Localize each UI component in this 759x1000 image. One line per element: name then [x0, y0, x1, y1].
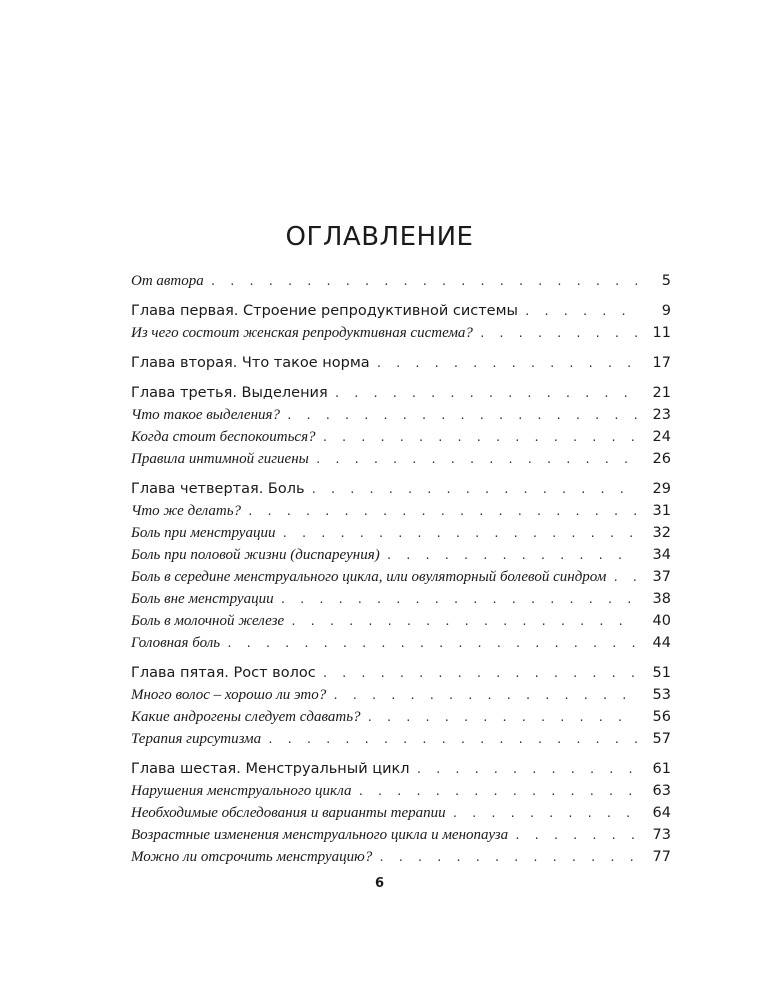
dot-leader: [416, 759, 637, 781]
dot-leader: [290, 611, 637, 633]
dot-leader: [226, 633, 637, 655]
dot-leader: [367, 707, 637, 729]
toc-entry-title: Что такое выделения?: [131, 407, 280, 423]
dot-leader: [386, 545, 637, 567]
toc-section-entry[interactable]: [131, 684, 671, 706]
toc-entry-page: 38: [652, 591, 671, 607]
toc-entry-title: Нарушения менструального цикла: [131, 783, 352, 799]
dot-leader: [311, 479, 637, 501]
toc-entry-title: Много волос – хорошо ли это?: [131, 687, 327, 703]
toc-entry-page: 9: [661, 303, 671, 319]
toc-section-entry[interactable]: [131, 632, 671, 654]
toc-section-entry[interactable]: [131, 824, 671, 846]
toc-section-entry[interactable]: [131, 846, 671, 868]
dot-leader: [267, 729, 637, 751]
toc-entry-page: 57: [652, 731, 671, 747]
toc-section-entry[interactable]: [131, 610, 671, 632]
toc-entry-page: 17: [652, 355, 671, 371]
toc-entry-page: 11: [652, 325, 671, 341]
toc-entry-title: Боль в середине менструального цикла, или овуляторный болевой синдром: [131, 569, 607, 585]
toc-entry-title: Терапия гирсутизма: [131, 731, 262, 747]
dot-leader: [358, 781, 637, 803]
toc-chapter-entry[interactable]: [131, 758, 671, 780]
dot-leader: [479, 323, 637, 345]
toc-entry-page: 31: [652, 503, 671, 519]
toc-entry-page: 34: [652, 547, 671, 563]
toc-entry-page: 63: [652, 783, 671, 799]
toc-entry-title: Возрастные изменения менструального цикла и менопауза: [131, 827, 509, 843]
toc-section-entry[interactable]: [131, 322, 671, 344]
toc-section-entry[interactable]: [131, 426, 671, 448]
toc-entry-page: 26: [652, 451, 671, 467]
group-spacer: [131, 654, 671, 662]
toc-entry-title: Глава четвертая. Боль: [131, 481, 305, 497]
dot-leader: [378, 847, 637, 869]
group-spacer: [131, 470, 671, 478]
table-of-contents: [131, 270, 671, 868]
toc-entry-page: 40: [652, 613, 671, 629]
dot-leader: [514, 825, 637, 847]
toc-section-entry[interactable]: [131, 588, 671, 610]
toc-section-entry[interactable]: [131, 404, 671, 426]
toc-entry-page: 21: [652, 385, 671, 401]
toc-section-entry[interactable]: [131, 448, 671, 470]
toc-entry-title: Боль при половой жизни (диспареуния): [131, 547, 380, 563]
toc-chapter-entry[interactable]: [131, 478, 671, 500]
toc-chapter-entry[interactable]: [131, 352, 671, 374]
toc-section-entry[interactable]: [131, 500, 671, 522]
toc-section-entry[interactable]: [131, 544, 671, 566]
toc-entry-title: Какие андрогены следует сдавать?: [131, 709, 361, 725]
toc-entry-page: 37: [652, 569, 671, 585]
dot-leader: [210, 271, 637, 293]
toc-entry-title: Головная боль: [131, 635, 221, 651]
dot-leader: [376, 353, 637, 375]
group-spacer: [131, 750, 671, 758]
toc-entry-title: Глава первая. Строение репродуктивной системы: [131, 303, 518, 319]
toc-entry-title: Необходимые обследования и варианты терапии: [131, 805, 446, 821]
toc-entry-page: 51: [652, 665, 671, 681]
toc-entry-title: Можно ли отсрочить менструацию?: [131, 849, 373, 865]
dot-leader: [280, 589, 637, 611]
toc-entry-page: 73: [652, 827, 671, 843]
toc-entry-page: 29: [652, 481, 671, 497]
toc-entry-page: 32: [652, 525, 671, 541]
toc-section-entry[interactable]: [131, 780, 671, 802]
dot-leader: [322, 663, 637, 685]
group-spacer: [131, 344, 671, 352]
dot-leader: [281, 523, 637, 545]
toc-chapter-entry[interactable]: [131, 382, 671, 404]
page-number: 6: [374, 876, 385, 891]
dot-leader: [452, 803, 637, 825]
toc-entry-title: Правила интимной гигиены: [131, 451, 309, 467]
toc-section-entry[interactable]: [131, 270, 671, 292]
toc-entry-title: Глава шестая. Менструальный цикл: [131, 761, 410, 777]
toc-section-entry[interactable]: [131, 728, 671, 750]
toc-entry-title: Глава третья. Выделения: [131, 385, 328, 401]
dot-leader: [524, 301, 637, 323]
toc-chapter-entry[interactable]: [131, 662, 671, 684]
toc-section-entry[interactable]: [131, 522, 671, 544]
toc-entry-page: 5: [661, 273, 671, 289]
toc-entry-title: От автора: [131, 273, 204, 289]
toc-entry-title: Что же делать?: [131, 503, 242, 519]
dot-leader: [612, 567, 637, 589]
toc-entry-page: 56: [652, 709, 671, 725]
toc-entry-title: Боль вне менструации: [131, 591, 274, 607]
toc-chapter-entry[interactable]: [131, 300, 671, 322]
toc-entry-page: 64: [652, 805, 671, 821]
toc-entry-title: Глава пятая. Рост волос: [131, 665, 316, 681]
dot-leader: [332, 685, 637, 707]
toc-entry-title: Когда стоит беспокоиться?: [131, 429, 316, 445]
dot-leader: [286, 405, 637, 427]
dot-leader: [315, 449, 637, 471]
toc-entry-page: 61: [652, 761, 671, 777]
page-title: ОГЛАВЛЕНИЕ: [285, 222, 474, 252]
toc-entry-title: Боль в молочной железе: [131, 613, 285, 629]
toc-entry-title: Из чего состоит женская репродуктивная система?: [131, 325, 473, 341]
toc-entry-page: 77: [652, 849, 671, 865]
dot-leader: [334, 383, 637, 405]
toc-entry-page: 53: [652, 687, 671, 703]
toc-entry-title: Боль при менструации: [131, 525, 276, 541]
toc-entry-page: 23: [652, 407, 671, 423]
toc-entry-page: 44: [652, 635, 671, 651]
group-spacer: [131, 374, 671, 382]
dot-leader: [247, 501, 637, 523]
group-spacer: [131, 292, 671, 300]
toc-section-entry[interactable]: [131, 802, 671, 824]
toc-section-entry[interactable]: [131, 706, 671, 728]
dot-leader: [322, 427, 637, 449]
toc-section-entry[interactable]: [131, 566, 671, 588]
toc-entry-page: 24: [652, 429, 671, 445]
toc-entry-title: Глава вторая. Что такое норма: [131, 355, 370, 371]
